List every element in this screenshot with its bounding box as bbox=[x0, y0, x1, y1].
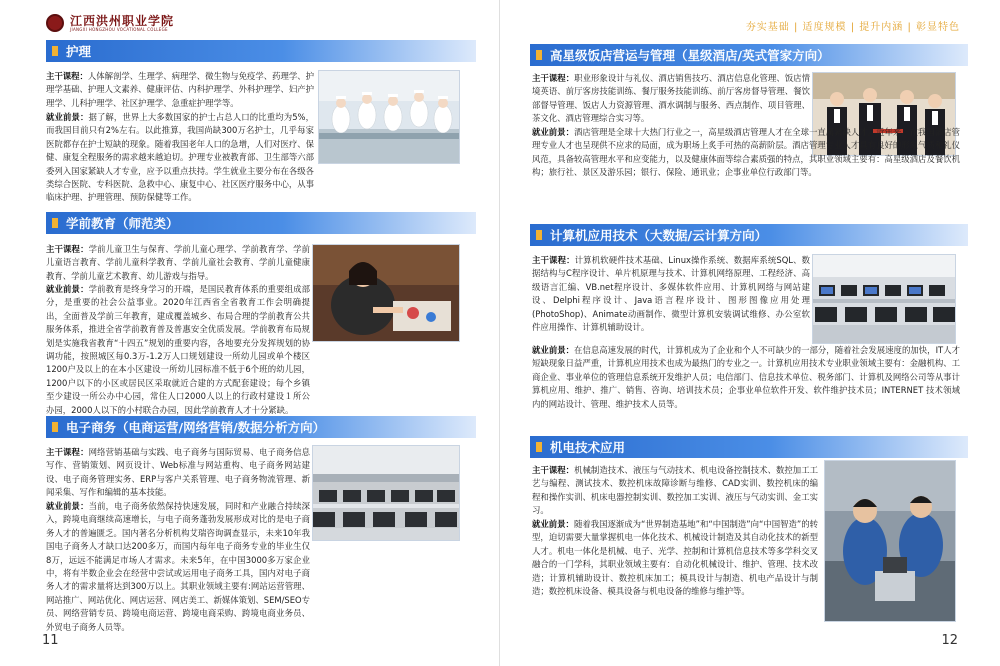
ecommerce-courses bbox=[46, 446, 310, 500]
prospects-label: 就业前景： bbox=[46, 112, 89, 122]
courses-label: 主干课程： bbox=[532, 255, 575, 265]
computer-lab-photo bbox=[812, 254, 956, 344]
section-title-hotel-management: 高星级饭店营运与管理（星级酒店/英式管家方向） bbox=[530, 44, 968, 66]
college-motto: 夯实基础 | 适度规模 | 提升内涵 | 彰显特色 bbox=[745, 22, 960, 33]
right-page bbox=[500, 0, 1000, 666]
courses-label: 主干课程： bbox=[532, 465, 575, 475]
courses-text: 学前儿童卫生与保育、学前儿童心理学、学前教育学、学前儿童语言教育、学前儿童科学教育、学前儿童社会教育、学前儿童健康教育、学前儿童艺术教育、幼儿游戏与指导。 bbox=[46, 244, 311, 281]
mechatronics-workshop-photo bbox=[824, 460, 956, 622]
prospects-text: 学前教育是终身学习的开端，是国民教育体系的重要组成部分，是重要的社会公益事业。2020年江西省全省教育工作会明确提出，全面普及学前三年教育，建成覆盖城乡、布局合理的学前教育公共服务体系，推进全省学前教育普及普惠安全优质发展。学前教育布局规划是实施我省教育“十四五”规划的重要内容，各地要充分发挥规划的协调功能，按照城区每0.3万-1.2万人口规划建设一所幼儿园或单个楼区1200户及以上的在本小区建设一所幼儿园标准不低于6个班的幼儿园，1200户以下的小区或居民区采取就近合建的方式配套建设；每个乡镇至少建设一所公办中心园，常住人口2000人以上的行政村建设１所公办园，2000人以下的小村联合办园，因此学前教育人才十分紧缺。 bbox=[46, 284, 311, 415]
college-seal-icon bbox=[46, 14, 64, 32]
college-logo bbox=[46, 12, 174, 34]
ecommerce-prospects bbox=[46, 500, 310, 634]
computer-prospects bbox=[532, 344, 960, 411]
courses-text: 机械制造技术、液压与气动技术、机电设备控制技术、数控加工工艺与编程、测试技术、数控机床故障诊断与维修、CAD实训、数控机床的编程和操作实训、机床电器控制实训、数控加工实训、液压与气动实训、金工实习。 bbox=[532, 465, 819, 516]
preschool-crafts-photo bbox=[312, 244, 460, 342]
section-title-nursing: 护理 bbox=[46, 40, 476, 62]
prospects-text: 酒店管理是全球十大热门行业之一，高星级酒店管理人才在全球一直属紧缺人才。近年来，在我国酒店管理专业人才也呈现供不应求的局面，成为职场上炙手可热的高薪阶层。酒店管理专业人才具有良好的形象气质和礼仪风范，具备较高管理水平和应变能力，以及健康体面等综合素质强的特点，其职业领域主要有：高星级酒店及餐饮机构；旅行社、景区及游乐园；银行、保险、通讯业；企事业单位行政部门等。 bbox=[532, 127, 961, 178]
courses-text: 人体解剖学、生理学、病理学、微生物与免疫学、药理学、护理学基础、护理人文素养、健康评估、内科护理学、外科护理学、妇产护理学、儿科护理学、社区护理学、急重症护理学等。 bbox=[46, 71, 314, 108]
prospects-label: 就业前景： bbox=[532, 127, 574, 137]
courses-text: 职业形象设计与礼仪、酒店销售技巧、酒店信息化管理、饭店情境英语、前厅客房技能训练、餐厅服务技能训练、前厅客房督导管理、餐饮部督导管理、饭店人力资源管理、酒水调制与服务、西点制作、项目管理、茶文化、酒店管理综合实习等。 bbox=[532, 73, 811, 124]
prospects-text: 当前，电子商务依然保持快速发展，同时和产业融合持续深入，跨境电商继续高速增长，与电子商务蓬勃发展形成对比的是电子商务人才的普遍匮乏。国内著名分析机构艾瑞咨询调查显示，未来10年我国电子商务人才缺口达200多万，而国内每年电子商务专业的毕业生仅8万，远远不能满足市场人才需求。未来5年，在中国3000多万家企业中，将有半数企业会在经营中尝试或运用电子商务工具，国内对电子商务人才的需求量将达到300万以上。其职业领域主要有:网站运营管理、网站推广、网站优化、网店运营、网店美工、新媒体策划、SEM/SEO专员、网络营销专员、跨境电商运营、跨境电商采购、跨境电商业务员、外贸电子商务人员等。 bbox=[46, 501, 311, 632]
section-title-preschool-education: 学前教育（师范类） bbox=[46, 212, 476, 234]
preschool-prospects bbox=[46, 283, 310, 417]
nursing-classroom-photo bbox=[318, 70, 460, 164]
ecommerce-computer-lab-photo bbox=[312, 445, 460, 541]
mechatronics-courses bbox=[532, 464, 818, 518]
prospects-text: 随着我国逐渐成为“世界制造基地”和“中国制造”向“中国智造”的转型，迫切需要大量掌握机电一体化技术、机械设计制造及其自动化技术的新型人才。机电一体化是机械、电子、光学、控制和计算机信息技术等多学科交叉融合的一门学科，其职业领域主要有：自动化机械设计、维护、管理、技术改造；计算机辅助设计、数控机床加工；模具设计与制造、机电产品设计与制造；数控机床设备、模具设备与机电设备的维修与维护等。 bbox=[532, 519, 819, 597]
courses-label: 主干课程： bbox=[532, 73, 575, 83]
prospects-label: 就业前景： bbox=[532, 519, 574, 529]
courses-label: 主干课程： bbox=[46, 71, 88, 81]
page-number-right: 12 bbox=[941, 633, 958, 648]
courses-label: 主干课程： bbox=[46, 244, 89, 254]
hotel-prospects bbox=[532, 126, 960, 180]
logo-english-name: JIANGXI HONGZHOU VOCATIONAL COLLEGE bbox=[70, 26, 168, 32]
prospects-label: 就业前景： bbox=[46, 284, 89, 294]
section-title-mechatronics: 机电技术应用 bbox=[530, 436, 968, 458]
logo-chinese-name: 江西洪州职业学院 bbox=[70, 13, 175, 28]
mechatronics-prospects bbox=[532, 518, 818, 598]
section-title-ecommerce: 电子商务（电商运营/网络营销/数据分析方向） bbox=[46, 416, 476, 438]
computer-courses bbox=[532, 254, 810, 334]
hotel-courses bbox=[532, 72, 810, 126]
section-title-computer-applications: 计算机应用技术（大数据/云计算方向） bbox=[530, 224, 968, 246]
preschool-courses bbox=[46, 243, 310, 283]
nursing-courses bbox=[46, 70, 314, 110]
prospects-label: 就业前景： bbox=[532, 345, 575, 355]
page-number-left: 11 bbox=[42, 633, 59, 648]
nursing-prospects-head bbox=[46, 111, 314, 205]
prospects-text: 在信息高速发展的时代，计算机成为了企业和个人不可缺少的一部分，随着社会发展速度的加快，IT人才短缺现象日益严重，计算机应用技术也成为最热门的专业之一。计算机应用技术专业职业领域主要有：金融机构、工商企业、事业单位的管理信息系统开发维护人员；电信部门、信息技术单位、税务部门、计算机及网络公司等从事计算机应用、维护、推广、销售、咨询、培训技术员；企事业单位软件开发、软件维护技术员；INTERNET 技术领域内的网站设计、管理、维护技术人员等。 bbox=[532, 345, 960, 409]
prospects-text: 据了解，世界上大多数国家的护士占总人口的比重均为5%，而我国目前只有2%左右。以此推算，我国尚缺300万名护士，几乎每家医院都存在护士短缺的现象。随着我国老年人口的急增，人们对医疗、保健、康复全程服务的需求越来越迫切。护理专业被教育部、卫生部等六部委列入国家紧缺人才专业，应予以重点扶持。学生就业主要分布在各级各类综合医院、专科医院、急救中心、康复中心、社区医疗服务中心，从事临床护理、护理管理、预防保健等工作。 bbox=[46, 112, 314, 203]
courses-text: 网络营销基础与实践、电子商务与国际贸易、电子商务信息写作、营销策划、网页设计、Web标准与网站重构、电子商务网站建设、电子商务管理实务、ERP与客户关系管理、电子商务物流管理、新闻采集、写作和编辑的基本技能。 bbox=[46, 447, 311, 498]
courses-label: 主干课程： bbox=[46, 447, 89, 457]
courses-text: 计算机软硬件技术基础、Linux操作系统、数据库系统SQL、数据结构与C程序设计、单片机原理与技术、计算机网络原理、工程经济、高级语言汇编、VB.net程序设计、多媒体软件应用、计算机网络与网站建设、Delphi程序设计、Java语言程序设计、图形图像应用处理(PhotoShop)、Animate动画制作、微型计算机安装调试维修、办公室软件应用操作、计算机辅助设计。 bbox=[532, 255, 811, 333]
prospects-label: 就业前景： bbox=[46, 501, 89, 511]
